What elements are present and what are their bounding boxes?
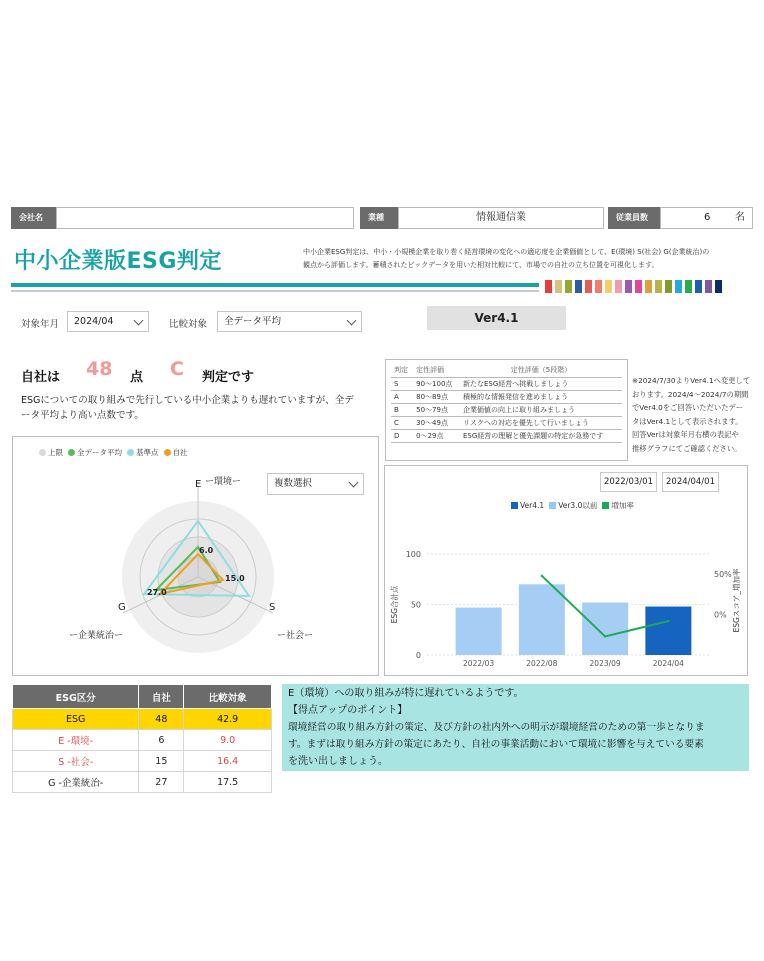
result-score-unit: 点 <box>130 370 144 385</box>
criteria-header-desc: 定性評価（5段階） <box>460 364 622 377</box>
criteria-header-range: 定性評価 <box>413 364 460 377</box>
description <box>303 246 758 272</box>
y-tick-label: 50 <box>410 600 421 610</box>
description-line-2: 観点から評価します。蓄積されたビックデータを用いた相対比較にて、市場での自社の立ち位置を可視化します。 <box>303 261 659 269</box>
y-tick-label: 100 <box>405 550 421 559</box>
criteria-grade: S <box>391 377 413 390</box>
criteria-desc: 積極的な情報発信を進めましょう <box>460 390 622 403</box>
color-swatch <box>595 280 602 293</box>
compare-select[interactable] <box>217 311 362 332</box>
color-swatch <box>665 280 672 293</box>
color-swatch <box>655 280 662 293</box>
criteria-range: 90〜100点 <box>413 377 460 390</box>
bar <box>519 584 565 655</box>
legend-label: 上限 <box>48 448 63 457</box>
criteria-desc: 新たなESG経営へ挑戦しましょう <box>460 377 622 390</box>
table-row <box>13 709 272 730</box>
esg-score-table <box>12 684 272 793</box>
esg-cell-compare: 9.0 <box>184 730 272 751</box>
period-value: 2024/04 <box>74 316 114 327</box>
criteria-range: 50〜79点 <box>413 403 460 416</box>
criteria-desc: 企業価値の向上に取り組みましょう <box>460 403 622 416</box>
company-label: 会社名 <box>11 207 56 229</box>
table-row <box>391 416 622 429</box>
compare-label: 比較対象 <box>169 319 208 330</box>
table-row <box>391 429 622 442</box>
esg-cell-category: E -環境- <box>13 730 139 751</box>
criteria-desc: リスクへの対応を優先して行いましょう <box>460 416 622 429</box>
employees-label: 従業員数 <box>608 207 660 229</box>
color-swatch <box>605 280 612 293</box>
title-underline <box>11 283 539 287</box>
page-title: 中小企業版ESG判定 <box>14 249 222 274</box>
company-field[interactable] <box>56 207 354 229</box>
radar-axis-e-label: ー環境ー <box>205 477 242 487</box>
result-score: 48 <box>86 358 113 380</box>
esg-cell-category: ESG <box>13 709 139 730</box>
advice-line: す。まずは取り組み方針の策定にあたり、自社の事業活動において環境に影響を与えている要素 <box>288 739 704 750</box>
color-swatch <box>625 280 632 293</box>
result-summary <box>21 393 371 423</box>
bar <box>456 608 502 655</box>
radar-axis-g-label: ー企業統治ー <box>69 631 124 641</box>
radar-value-g: 27.0 <box>147 588 167 597</box>
radar-axis-s-label: ー社会ー <box>277 631 314 641</box>
growth-rate-point <box>667 620 669 622</box>
color-swatch <box>675 280 682 293</box>
x-tick-label: 2022/03 <box>463 659 495 668</box>
criteria-range: 30〜49点 <box>413 416 460 429</box>
color-swatch <box>685 280 692 293</box>
esg-cell-compare: 17.5 <box>184 772 272 793</box>
esg-cell-self: 48 <box>139 709 184 730</box>
table-row <box>13 730 272 751</box>
criteria-header-grade: 判定 <box>391 364 413 377</box>
advice-line: E（環境）への取り組みが特に遅れているようです。 <box>288 688 524 699</box>
esg-header-category: ESG区分 <box>13 685 139 709</box>
note-line: 回答Verは対象年月右横の表記や <box>632 430 739 439</box>
criteria-table <box>391 364 622 443</box>
bar <box>645 607 691 655</box>
x-tick-label: 2024/04 <box>652 659 684 668</box>
esg-cell-compare: 42.9 <box>184 709 272 730</box>
note-line: タはVer4.1として表示されます。 <box>632 416 743 426</box>
radar-value-s: 15.0 <box>225 574 245 583</box>
table-row <box>391 403 622 416</box>
chevron-down-icon <box>134 316 144 326</box>
radar-panel <box>12 436 379 676</box>
date-from[interactable]: 2022/03/01 <box>600 472 657 492</box>
version-note <box>632 374 757 455</box>
growth-rate-point <box>604 635 606 637</box>
period-label: 対象年月 <box>21 319 60 330</box>
advice-line: を洗い出しましょう。 <box>288 756 388 767</box>
table-row <box>391 390 622 403</box>
color-swatch <box>575 280 582 293</box>
table-row <box>391 377 622 390</box>
advice-line: 環境経営の取り組み方針の策定、及び方針の社内外への明示が環境経営のための第一歩となりま <box>288 722 705 733</box>
criteria-panel <box>385 359 628 461</box>
y2-axis-title: ESGスコア_増加率 <box>732 568 741 633</box>
legend-label: 全データ平均 <box>77 448 122 457</box>
criteria-grade: B <box>391 403 413 416</box>
criteria-grade: D <box>391 429 413 442</box>
note-line: ※2024/7/30よりVer4.1へ変更して <box>632 376 751 385</box>
criteria-grade: C <box>391 416 413 429</box>
radar-axis-s-letter: S <box>269 602 276 613</box>
radar-chart <box>13 437 378 675</box>
industry-label: 業種 <box>360 207 398 229</box>
color-swatch <box>555 280 562 293</box>
color-swatches <box>545 280 722 294</box>
esg-cell-self: 6 <box>139 730 184 751</box>
note-line: 推移グラフにてご確認ください。 <box>632 443 742 453</box>
trend-chart <box>385 466 747 675</box>
esg-cell-compare: 16.4 <box>184 751 272 772</box>
color-swatch <box>705 280 712 293</box>
table-row <box>13 751 272 772</box>
color-swatch <box>615 280 622 293</box>
result-grade: C <box>170 358 184 380</box>
compare-value: 全データ平均 <box>224 316 282 327</box>
esg-header-self: 自社 <box>139 685 184 709</box>
radar-axis-g-letter: G <box>118 602 126 613</box>
y2-tick-label: 50% <box>714 570 732 580</box>
result-suffix: 判定です <box>202 370 255 385</box>
note-line: でVer4.0をご回答いただいたデー <box>632 403 744 412</box>
summary-line-2: ータ平均より高い点数です。 <box>21 410 144 421</box>
industry-field[interactable]: 情報通信業 <box>398 207 604 229</box>
radar-filter-value: 複数選択 <box>274 478 313 489</box>
employees-field[interactable] <box>660 207 753 229</box>
radar-axis-e-letter: E <box>195 479 202 490</box>
criteria-range: 0〜29点 <box>413 429 460 442</box>
result-prefix: 自社は <box>21 370 61 385</box>
color-swatch <box>545 280 552 293</box>
legend-label: 基準点 <box>136 448 159 457</box>
employees-unit: 名 <box>735 212 745 223</box>
y2-tick-label: 0% <box>714 610 727 620</box>
y-axis-title: ESG合計点 <box>390 585 399 624</box>
advice-heading: 【得点アップのポイント】 <box>288 705 408 716</box>
color-swatch <box>585 280 592 293</box>
legend-label: 自社 <box>172 448 188 457</box>
esg-cell-self: 15 <box>139 751 184 772</box>
x-tick-label: 2022/08 <box>526 659 558 668</box>
date-to[interactable]: 2024/04/01 <box>662 472 719 492</box>
trend-panel <box>384 465 748 676</box>
legend-label: Ver3.0以前 <box>558 501 598 510</box>
table-row <box>13 772 272 793</box>
x-tick-label: 2023/09 <box>589 659 621 668</box>
employees-value: 6 <box>704 212 711 223</box>
criteria-grade: A <box>391 390 413 403</box>
criteria-range: 80〜89点 <box>413 390 460 403</box>
growth-rate-point <box>541 575 543 577</box>
chevron-down-icon <box>347 316 357 326</box>
description-line-1: 中小企業ESG判定は、中小・小規模企業を取り巻く経営環境の変化への適応度を企業価値として、E(環境) S(社会) G(企業統治)の <box>303 248 710 256</box>
criteria-desc: ESG経営の理解と優先課題の特定が急務です <box>460 429 622 442</box>
color-swatch <box>695 280 702 293</box>
y-tick-label: 0 <box>415 651 421 660</box>
advice-box <box>282 684 749 771</box>
legend-label: Ver4.1 <box>520 501 545 510</box>
color-swatch <box>635 280 642 293</box>
esg-cell-category: S -社会- <box>13 751 139 772</box>
version-badge: Ver4.1 <box>427 306 566 330</box>
radar-value-e: 6.0 <box>199 546 214 555</box>
period-select[interactable] <box>67 311 149 332</box>
esg-header-compare: 比較対象 <box>184 685 272 709</box>
bar <box>582 602 628 655</box>
esg-cell-category: G -企業統治- <box>13 772 139 793</box>
esg-cell-self: 27 <box>139 772 184 793</box>
color-swatch <box>645 280 652 293</box>
summary-line-1: ESGについての取り組みで先行している中小企業よりも遅れていますが、全デ <box>21 395 354 406</box>
color-swatch <box>565 280 572 293</box>
title-underline-gray <box>11 290 539 292</box>
note-line: おります。2024/4〜2024/7の期間 <box>632 389 749 399</box>
legend-label: 増加率 <box>611 501 634 510</box>
color-swatch <box>715 280 722 293</box>
